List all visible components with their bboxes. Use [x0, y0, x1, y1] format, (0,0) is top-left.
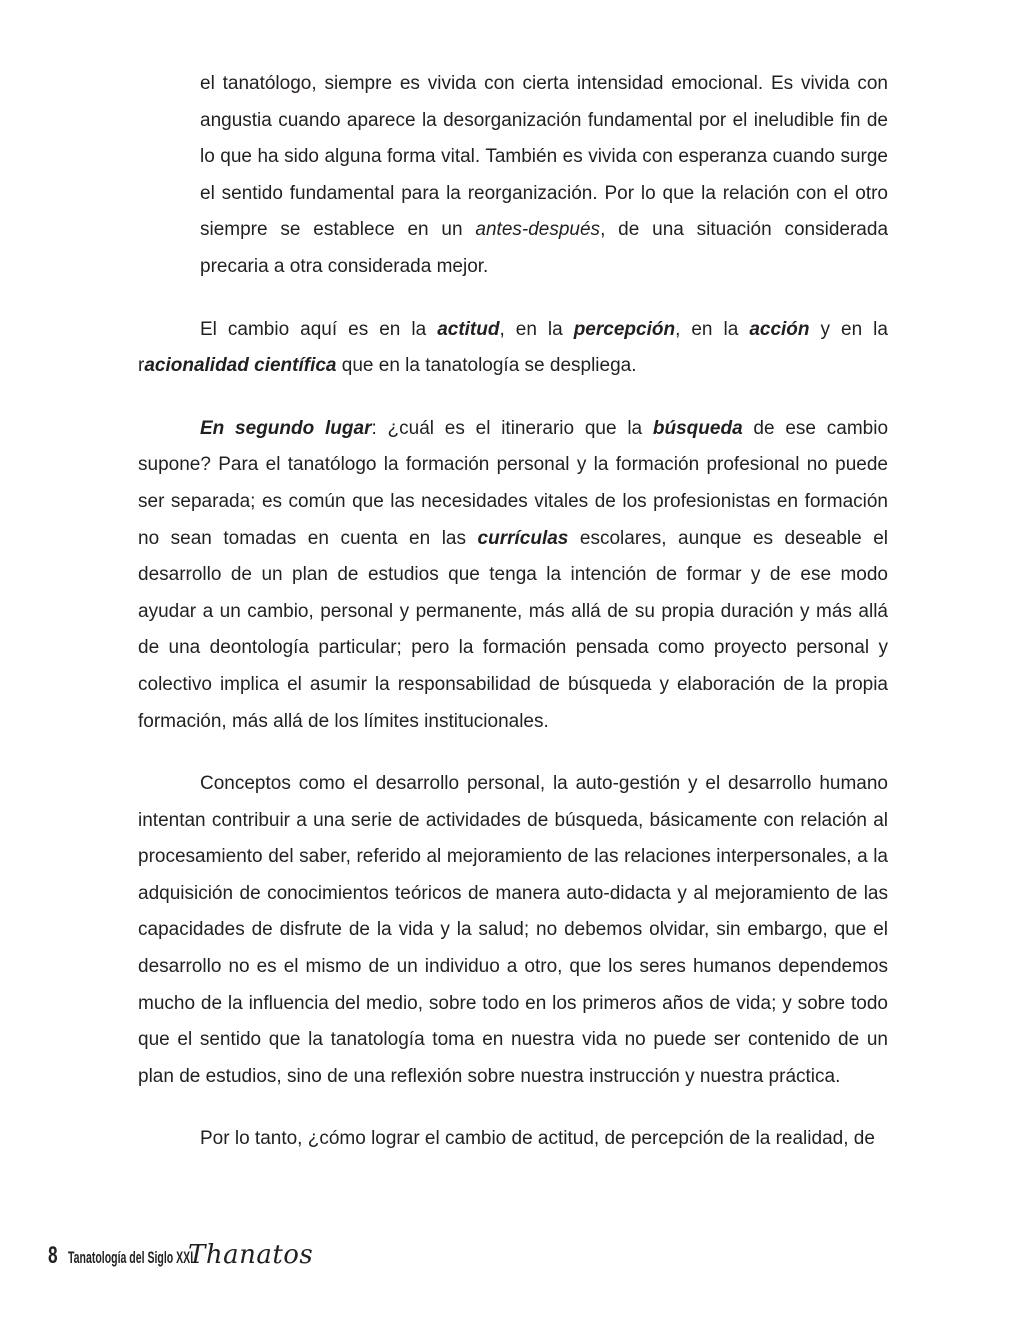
paragraph-5: Por lo tanto, ¿cómo lograr el cambio de actitud, de percepción de la realidad, de	[200, 1128, 875, 1150]
paragraph-2: El cambio aquí es en la actitud, en la percepción, en la acción y en la racionalidad científica que en la tanatología se despliega.	[138, 318, 888, 377]
emphasis-percepcion: percepción	[573, 318, 676, 340]
emphasis-actitud: actitud	[437, 318, 500, 340]
emphasis-busqueda: búsqueda	[652, 417, 743, 439]
emphasis-curriculas: currículas	[477, 527, 569, 549]
paragraph-3: En segundo lugar: ¿cuál es el itinerario que la búsqueda de ese cambio supone? Para el tanatólogo la formación personal y la formación profesional no puede ser separada; es común que las necesidades vitales de los profesionistas en formación no sean tomadas en cuenta en las currículas escolares, aunque es deseable el desarrollo de un plan de estudios que tenga la intención de formar y de ese modo ayudar a un cambio, personal y permanente, más allá de su propia duración y más allá de una deontología particular; pero la formación pensada como proyecto personal y colectivo implica el asumir la responsabilidad de búsqueda y elaboración de la propia formación, más allá de los límites institucionales.	[138, 417, 889, 732]
page-number: 8	[48, 1242, 58, 1269]
emphasis-en-segundo-lugar: En segundo lugar	[200, 417, 372, 439]
journal-title: Tanatología del Siglo XXI	[68, 1248, 194, 1267]
page-body	[138, 66, 888, 1158]
emphasis-accion: acción	[749, 318, 810, 340]
page-footer	[48, 1240, 313, 1270]
paragraph-1: el tanatólogo, siempre es vivida con cierta intensidad emocional. Es vivida con angustia cuando aparece la desorganización fundamental por el ineludible fin de lo que ha sido alguna forma vital. También es vivida con esperanza cuando surge el sentido fundamental para la reorganización. Por lo que la relación con el otro siempre se establece en un antes-después, de una situación considerada precaria a otra considerada mejor.	[200, 73, 889, 277]
emphasis-antes-despues: antes-después	[475, 219, 601, 241]
thanatos-logo: Thanatos	[188, 1240, 314, 1270]
paragraph-4: Conceptos como el desarrollo personal, la auto-gestión y el desarrollo humano intentan contribuir a una serie de actividades de búsqueda, básicamente con relación al procesamiento del saber, referido al mejoramiento de las relaciones interpersonales, a la adquisición de conocimientos teóricos de manera auto-didacta y al mejoramiento de las capacidades de disfrute de la vida y la salud; no debemos olvidar, sin embargo, que el desarrollo no es el mismo de un individuo a otro, que los seres humanos dependemos mucho de la influencia del medio, sobre todo en los primeros años de vida; y sobre todo que el sentido que la tanatología toma en nuestra vida no puede ser contenido de un plan de estudios, sino de una reflexión sobre nuestra instrucción y nuestra práctica.	[138, 773, 888, 1087]
emphasis-racionalidad: acionalidad científica	[144, 355, 337, 377]
